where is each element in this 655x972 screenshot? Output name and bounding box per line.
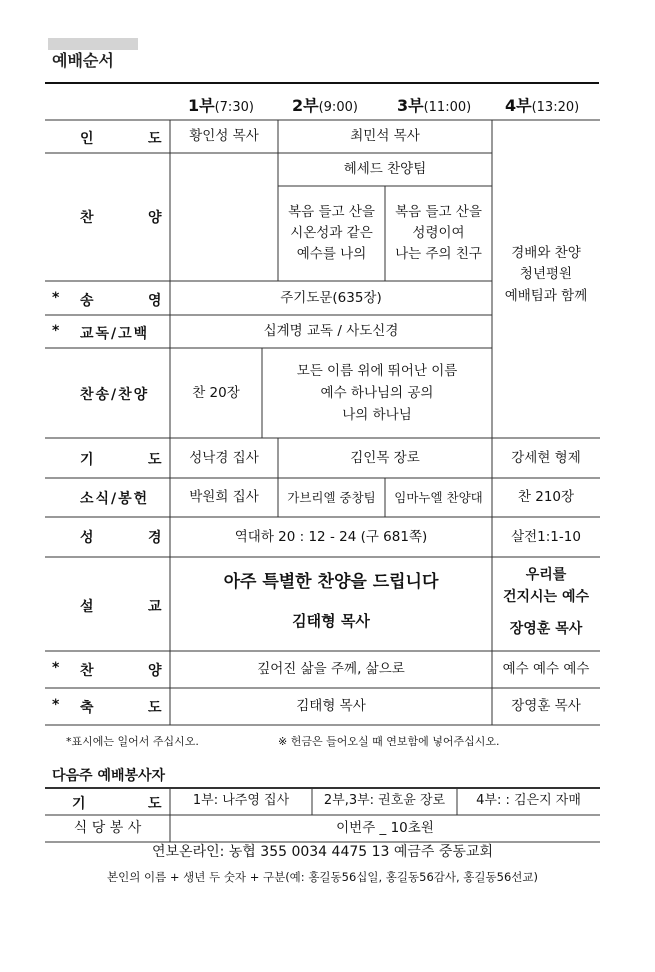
invocation-label-b: 도 bbox=[148, 131, 162, 147]
closing-song-s123: 깊어진 삶을 주께, 삶으로 bbox=[257, 661, 405, 678]
benediction-s4: 장영훈 목사 bbox=[511, 698, 581, 715]
note-stand: *표시에는 일어서 주십시오. bbox=[66, 735, 199, 748]
online-offering: 연보온라인: 농협 355 0034 4475 13 예금주 중동교회 bbox=[152, 844, 493, 861]
kitchen-label: 식 당 봉 사 bbox=[73, 819, 142, 836]
scripture-s4: 살전1:1-10 bbox=[511, 528, 581, 545]
stand-marker: * bbox=[52, 323, 60, 339]
s4-worship-block: 경배와 찬양 청년평원 예배팀과 함께 bbox=[504, 244, 588, 304]
sermon-preacher: 김태형 목사 bbox=[292, 612, 370, 631]
invocation-s1: 황인성 목사 bbox=[189, 128, 259, 145]
offering-guide: 본인의 이름 + 생년 두 숫자 + 구분(예: 홍길동56십일, 홍길동56감사, 홍길동56선교) bbox=[107, 870, 538, 885]
closing-song-label-a: 찬 bbox=[80, 663, 94, 679]
psalm-label-b: 영 bbox=[148, 293, 162, 309]
sermon-s4-title-2: 건지시는 예수 bbox=[502, 589, 590, 606]
note-offering: ※ 헌금은 들어오실 때 연보함에 넣어주십시오. bbox=[278, 735, 500, 748]
benediction-s123: 김태형 목사 bbox=[296, 698, 366, 715]
hymn-s1: 찬 20장 bbox=[192, 384, 240, 401]
sermon-title: 아주 특별한 찬양을 드립니다 bbox=[223, 571, 439, 592]
psalm-label-a: 송 bbox=[80, 293, 94, 309]
page-title: 예배순서 bbox=[52, 51, 114, 70]
praise-s2: 복음 들고 산을 시온성과 같은 예수를 나의 bbox=[288, 204, 375, 262]
sermon-label-a: 설 bbox=[80, 599, 94, 615]
scripture-label-a: 성 bbox=[80, 530, 94, 546]
prayer-s4: 강세현 형제 bbox=[511, 449, 581, 466]
offering-label: 소식/봉헌 bbox=[80, 491, 150, 507]
invocation-label-a: 인 bbox=[80, 131, 94, 147]
kitchen-value: 이번주 _ 10초원 bbox=[336, 820, 434, 837]
closing-song-s4: 예수 예수 예수 bbox=[502, 661, 590, 678]
stand-marker: * bbox=[52, 290, 60, 306]
prayer-label-a: 기 bbox=[80, 452, 94, 468]
prayer-label-b: 도 bbox=[148, 452, 162, 468]
praise-label-b: 양 bbox=[148, 210, 162, 226]
stand-marker: * bbox=[52, 660, 60, 676]
benediction-label-b: 도 bbox=[148, 700, 162, 716]
offering-s3: 임마누엘 찬양대 bbox=[394, 489, 483, 505]
offering-s1: 박원희 집사 bbox=[189, 489, 259, 506]
invocation-s23: 최민석 목사 bbox=[350, 128, 420, 145]
service-header-1: 1부(7:30) bbox=[188, 96, 254, 115]
closing-song-label-b: 양 bbox=[148, 663, 162, 679]
prayer-s23: 김인목 장로 bbox=[350, 449, 420, 466]
stand-marker: * bbox=[52, 697, 60, 713]
praise-s3: 복음 들고 산을 성령이여 나는 주의 친구 bbox=[395, 204, 482, 262]
next-prayer-s4: 4부: : 김은지 자매 bbox=[476, 793, 581, 809]
next-prayer-label-a: 기 bbox=[72, 796, 86, 812]
next-prayer-label-b: 도 bbox=[148, 796, 162, 812]
praise-label-a: 찬 bbox=[80, 210, 94, 226]
offering-s2: 가브리엘 중창팀 bbox=[287, 489, 376, 505]
sermon-s4-title-1: 우리를 bbox=[525, 567, 567, 584]
creed-value: 십계명 교독 / 사도신경 bbox=[263, 323, 399, 340]
creed-label: 교독/고백 bbox=[80, 326, 150, 342]
prayer-s1: 성낙경 집사 bbox=[189, 449, 259, 466]
service-header-3: 3부(11:00) bbox=[397, 96, 472, 115]
service-header-2: 2부(9:00) bbox=[292, 96, 358, 115]
next-prayer-s1: 1부: 나주영 집사 bbox=[192, 793, 290, 809]
sermon-label-b: 교 bbox=[148, 599, 162, 615]
praise-team: 헤세드 찬양팀 bbox=[343, 161, 427, 178]
hymn-s23: 모든 이름 위에 뛰어난 이름 예수 하나님의 공의 나의 하나님 bbox=[296, 362, 458, 424]
scripture-label-b: 경 bbox=[148, 530, 162, 546]
benediction-label-a: 축 bbox=[80, 700, 94, 716]
scripture-s123: 역대하 20 : 12 - 24 (구 681쪽) bbox=[234, 528, 428, 545]
next-week-title: 다음주 예배봉사자 bbox=[52, 768, 166, 784]
next-prayer-s23: 2부,3부: 권호윤 장로 bbox=[323, 793, 446, 809]
psalm-value: 주기도문(635장) bbox=[280, 289, 382, 306]
hymn-label: 찬송/찬양 bbox=[80, 387, 150, 403]
service-header-4: 4부(13:20) bbox=[505, 96, 580, 115]
sermon-s4-preacher: 장영훈 목사 bbox=[509, 621, 583, 638]
offering-s4: 찬 210장 bbox=[517, 489, 575, 506]
